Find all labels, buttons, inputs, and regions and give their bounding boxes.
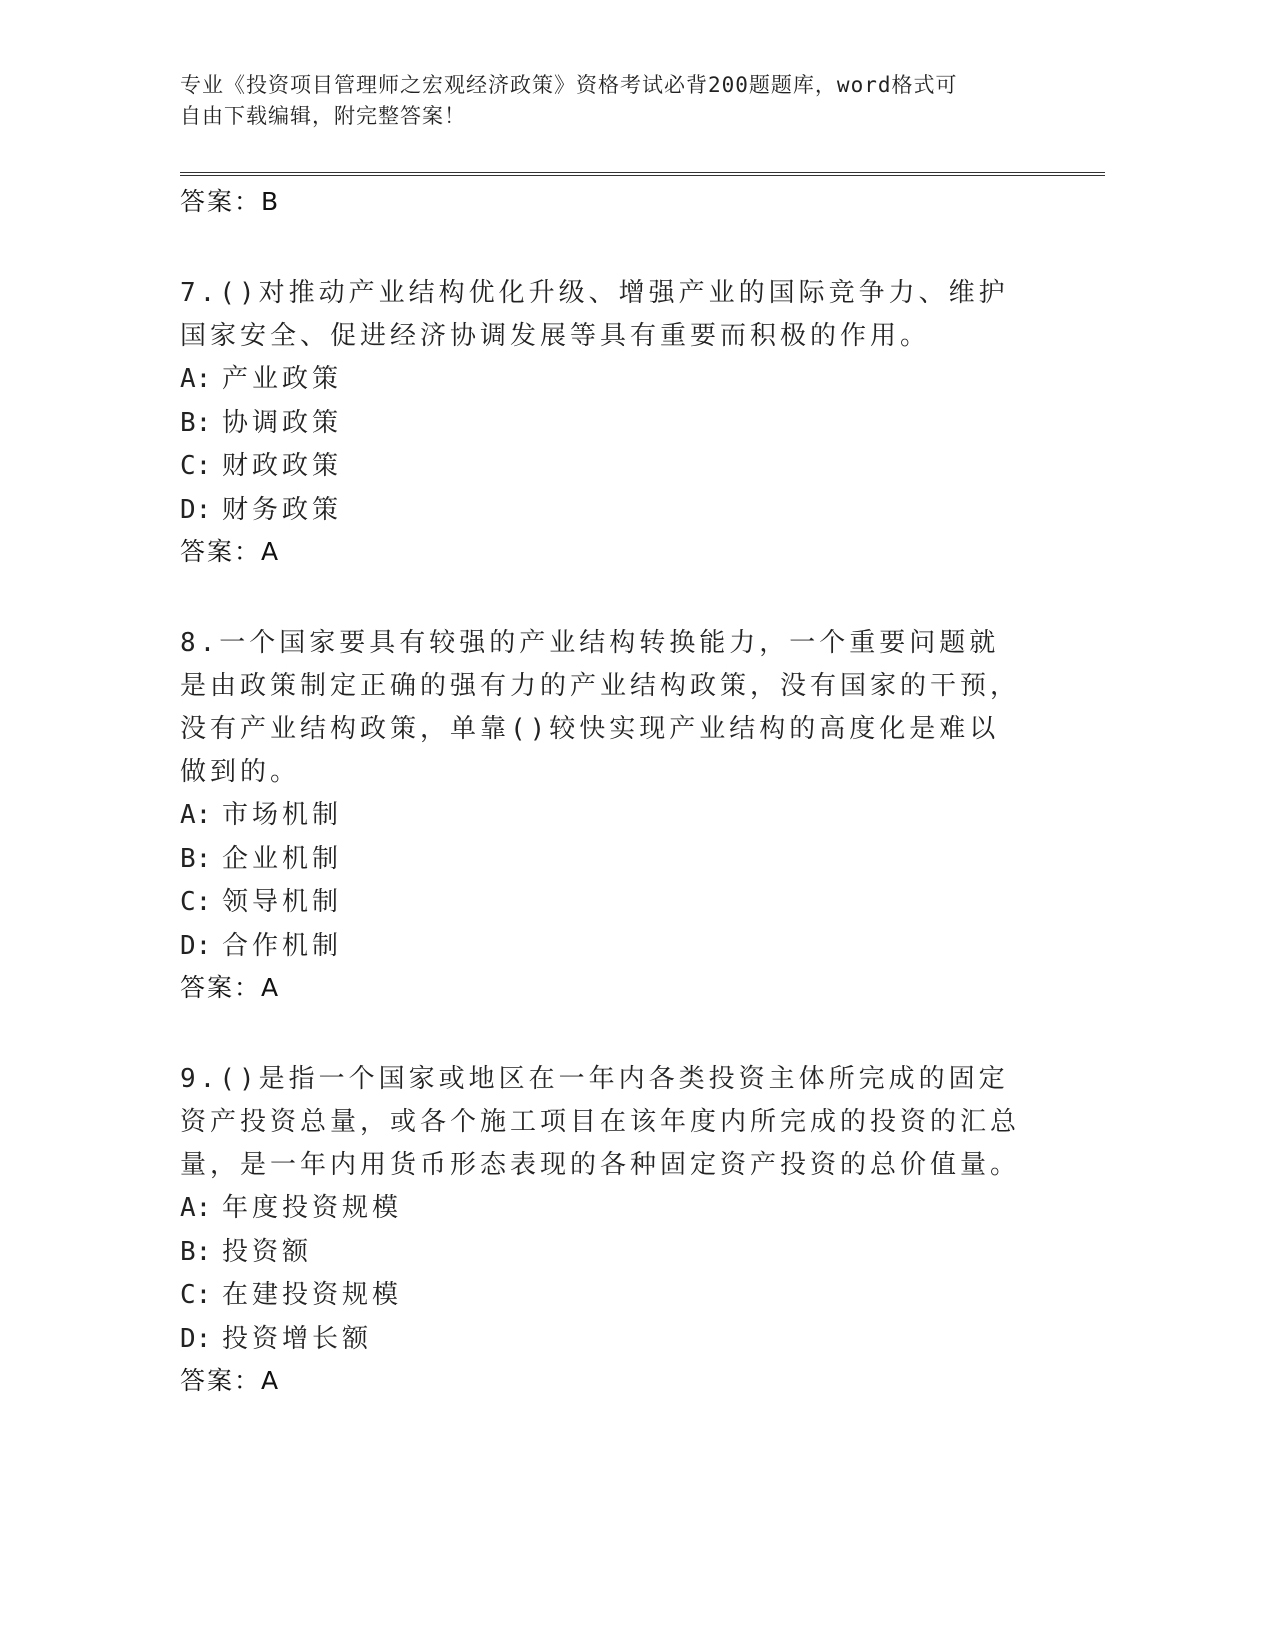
header-divider bbox=[180, 172, 1105, 176]
answer-line: 答案：A bbox=[180, 537, 281, 566]
option-b bbox=[180, 402, 1020, 446]
option-letter: A: bbox=[180, 364, 212, 394]
option-text: 合作机制 bbox=[222, 930, 343, 961]
option-letter: C: bbox=[180, 1280, 212, 1310]
option-text: 投资增长额 bbox=[222, 1323, 373, 1354]
option-text: 领导机制 bbox=[222, 887, 343, 917]
question-text: 9.()是指一个国家或地区在一年内各类投资主体所完成的固定资产投资总量，或各个施工项目在该年度内所完成的投资的汇总量，是一年内用货币形态表现的各种固定资产投资的总价值量。 bbox=[180, 1064, 1021, 1180]
document-body bbox=[180, 182, 1020, 1401]
option-letter: A: bbox=[180, 1193, 212, 1223]
option-d bbox=[180, 925, 1020, 969]
option-text: 在建投资规模 bbox=[222, 1280, 403, 1310]
option-letter: B: bbox=[180, 843, 212, 874]
option-text: 财政政策 bbox=[222, 451, 343, 481]
answer-line: 答案：B bbox=[180, 187, 281, 216]
option-text: 年度投资规模 bbox=[222, 1193, 403, 1223]
option-c bbox=[180, 1274, 1020, 1318]
option-text: 财务政策 bbox=[222, 494, 343, 525]
option-d bbox=[180, 489, 1020, 533]
option-letter: D: bbox=[180, 494, 212, 525]
option-text: 协调政策 bbox=[222, 407, 343, 438]
option-c bbox=[180, 445, 1020, 489]
question-text: 8.一个国家要具有较强的产业结构转换能力，一个重要问题就是由政策制定正确的强有力的产业结构政策，没有国家的干预，没有产业结构政策，单靠()较快实现产业结构的高度化是难以做到的。 bbox=[180, 628, 1021, 787]
option-letter: A: bbox=[180, 800, 212, 830]
question-text: 7.()对推动产业结构优化升级、增强产业的国际竞争力、维护国家安全、促进经济协调发展等具有重要而积极的作用。 bbox=[180, 278, 1009, 351]
option-a bbox=[180, 794, 1020, 838]
option-b bbox=[180, 838, 1020, 882]
option-c bbox=[180, 881, 1020, 925]
option-text: 产业政策 bbox=[222, 364, 343, 394]
option-a bbox=[180, 358, 1020, 402]
option-d bbox=[180, 1318, 1020, 1362]
option-letter: C: bbox=[180, 451, 212, 481]
option-letter: D: bbox=[180, 930, 212, 961]
option-letter: B: bbox=[180, 407, 212, 438]
option-letter: D: bbox=[180, 1323, 212, 1354]
option-text: 企业机制 bbox=[222, 843, 343, 874]
header-line-2: 自由下载编辑，附完整答案！ bbox=[180, 104, 466, 128]
question-block-9 bbox=[180, 1058, 1020, 1401]
option-a bbox=[180, 1187, 1020, 1231]
question-block-7 bbox=[180, 272, 1020, 572]
header-line-1: 专业《投资项目管理师之宏观经济政策》资格考试必背200题题库，word格式可 bbox=[180, 73, 958, 97]
option-letter: C: bbox=[180, 887, 212, 917]
option-b bbox=[180, 1231, 1020, 1275]
page-header bbox=[180, 70, 1040, 132]
option-text: 市场机制 bbox=[222, 800, 343, 830]
answer-line: 答案：A bbox=[180, 973, 281, 1002]
answer-line: 答案：A bbox=[180, 1366, 281, 1395]
option-letter: B: bbox=[180, 1236, 212, 1267]
option-text: 投资额 bbox=[222, 1236, 313, 1267]
question-block-8 bbox=[180, 622, 1020, 1008]
